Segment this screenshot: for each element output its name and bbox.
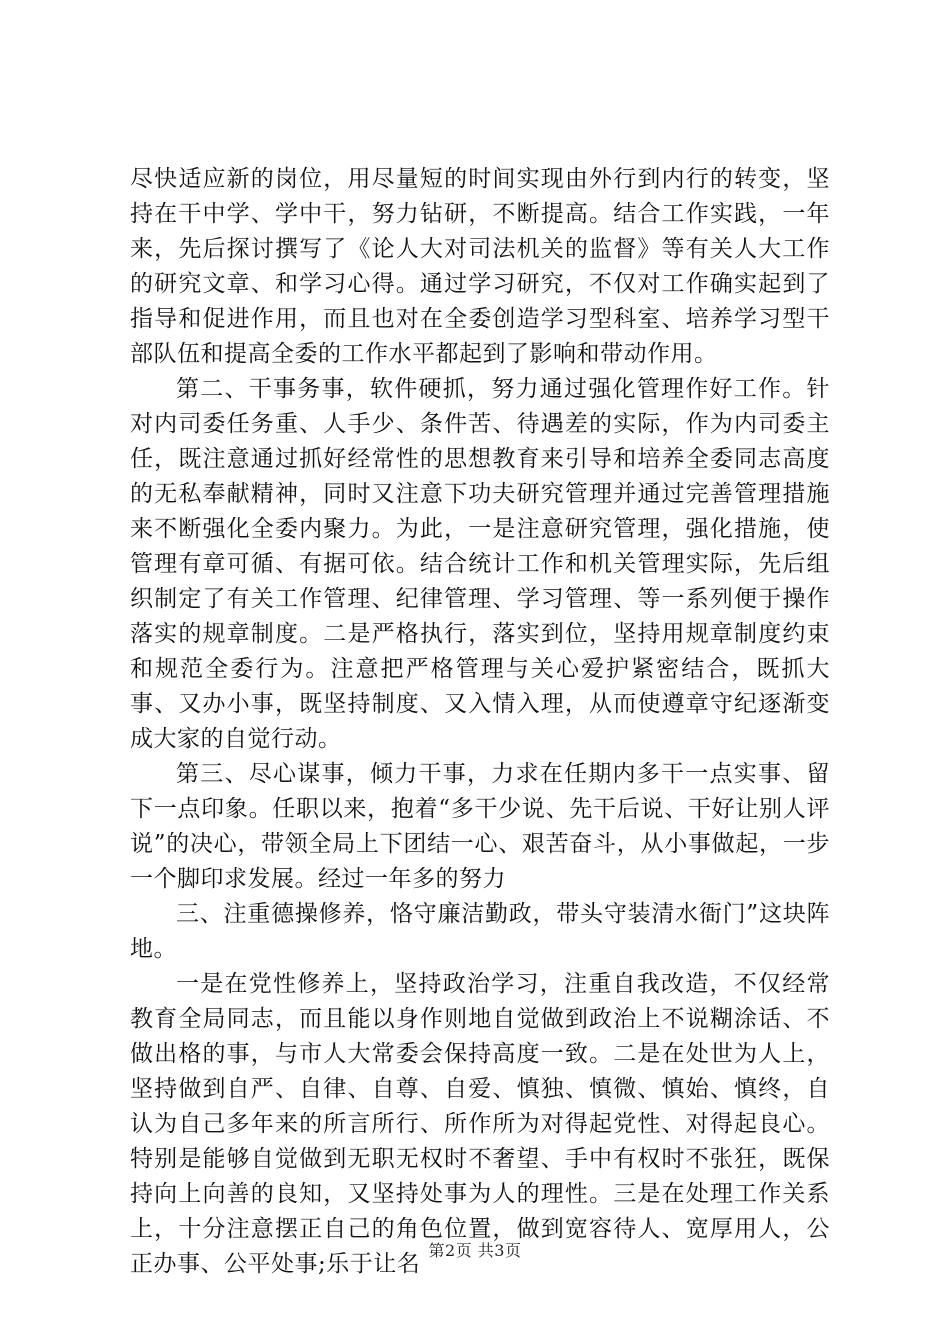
paragraph-2: 第二、干事务事，软件硬抓，努力通过强化管理作好工作。针对内司委任务重、人手少、条件苦、待遇差的实际，作为内司委主任，既注意通过抓好经常性的思想教育来引导和培养全委同志高度的无私奉献精神，同时又注意下功夫研究管理并通过完善管理措施来不断强化全委内聚力。为此，一是注意研究管理，强化措施，使管理有章可循、有据可依。结合统计工作和机关管理实际，先后组织制定了有关工作管理、纪律管理、学习管理、等一系列便于操作落实的规章制度。二是严格执行，落实到位，坚持用规章制度约束和规范全委行为。注意把严格管理与关心爱护紧密结合，既抓大事、又办小事，既坚持制度、又入情入理，从而使遵章守纪逐渐变成大家的自觉行动。 [130,376,830,752]
paragraph-4: 三、注重德操修养，恪守廉洁勤政，带头守装清水衙门”这块阵地。 [130,901,830,962]
paragraph-5: 一是在党性修养上，坚持政治学习，注重自我改造，不仅经常教育全局同志，而且能以身作则地自觉做到政治上不说糊涂话、不做出格的事，与市人大常委会保持高度一致。二是在处世为人上，坚持做到自严、自律、自尊、自爱、慎独、慎微、慎始、慎终，自认为自己多年来的所言所行、所作所为对得起党性、对得起良心。特别是能够自觉做到无职无权时不奢望、手中有权时不张狂，既保持向上向善的良知，又坚持处事为人的理性。三是在处理工作关系上，十分注意摆正自己的角色位置，做到宽容待人、宽厚用人，公正办事、公平处事;乐于让名 [130,971,830,1277]
page-number-footer: 第2页 共3页 [428,1241,522,1260]
paragraph-1: 尽快适应新的岗位，用尽量短的时间实现由外行到内行的转变，坚持在干中学、学中干，努力钻研，不断提高。结合工作实践，一年来，先后探讨撰写了《论人大对司法机关的监督》等有关人大工作的研究文章、和学习心得。通过学习研究，不仅对工作确实起到了指导和促进作用，而且也对在全委创造学习型科室、培养学习型干部队伍和提高全委的工作水平都起到了影响和带动作用。 [130,166,830,367]
paragraph-3: 第三、尽心谋事，倾力干事，力求在任期内多干一点实事、留下一点印象。任职以来，抱着“多干少说、先干后说、干好让别人评说”的决心，带领全局上下团结一心、艰苦奋斗，从小事做起，一步一个脚印求发展。经过一年多的努力 [130,761,830,892]
document-body [130,162,830,1282]
